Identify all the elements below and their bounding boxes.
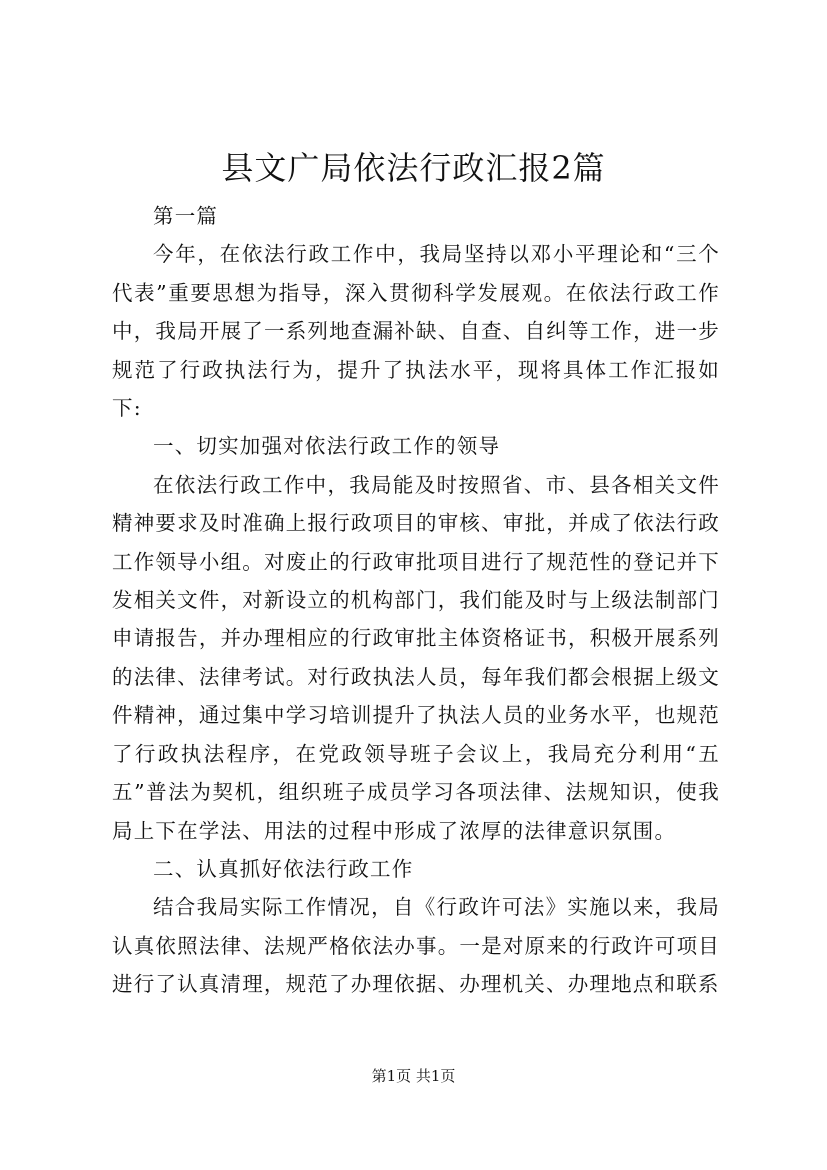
paragraph-intro: 今年，在依法行政工作中，我局坚持以邓小平理论和“三个代表”重要思想为指导，深入贯彻科学发展观。在依法行政工作中，我局开展了一系列地查漏补缺、自查、自纠等工作，进一步规范了行政执法行为，提升了执法水平，现将具体工作汇报如下: xyxy=(112,242,720,421)
document-body xyxy=(112,197,720,1004)
paragraph-section-1: 在依法行政工作中，我局能及时按照省、市、县各相关文件精神要求及时准确上报行政项目的审核、审批，并成了依法行政工作领导小组。对废止的行政审批项目进行了规范性的登记并下发相关文件，对新设立的机构部门，我们能及时与上级法制部门申请报告，并办理相应的行政审批主体资格证书，积极开展系列的法律、法律考试。对行政执法人员，每年我们都会根据上级文件精神，通过集中学习培训提升了执法人员的业务水平，也规范了行政执法程序，在党政领导班子会议上，我局充分利用“五五”普法为契机，组织班子成员学习各项法律、法规知识，使我局上下在学法、用法的过程中形成了浓厚的法律意识氛围。 xyxy=(112,472,720,843)
document-title: 县文广局依法行政汇报2篇 xyxy=(221,149,606,187)
section-heading-2: 二、认真抓好依法行政工作 xyxy=(153,856,414,881)
paragraph-section-2: 结合我局实际工作情况，自《行政许可法》实施以来，我局认真依照法律、法规严格依法办事。一是对原来的行政许可项目进行了认真清理，规范了办理依据、办理机关、办理地点和联系 xyxy=(112,895,720,997)
part-label: 第一篇 xyxy=(153,204,219,228)
page-footer: 第1页 共1页 xyxy=(371,1067,456,1085)
section-heading-1: 一、切实加强对依法行政工作的领导 xyxy=(153,434,501,459)
